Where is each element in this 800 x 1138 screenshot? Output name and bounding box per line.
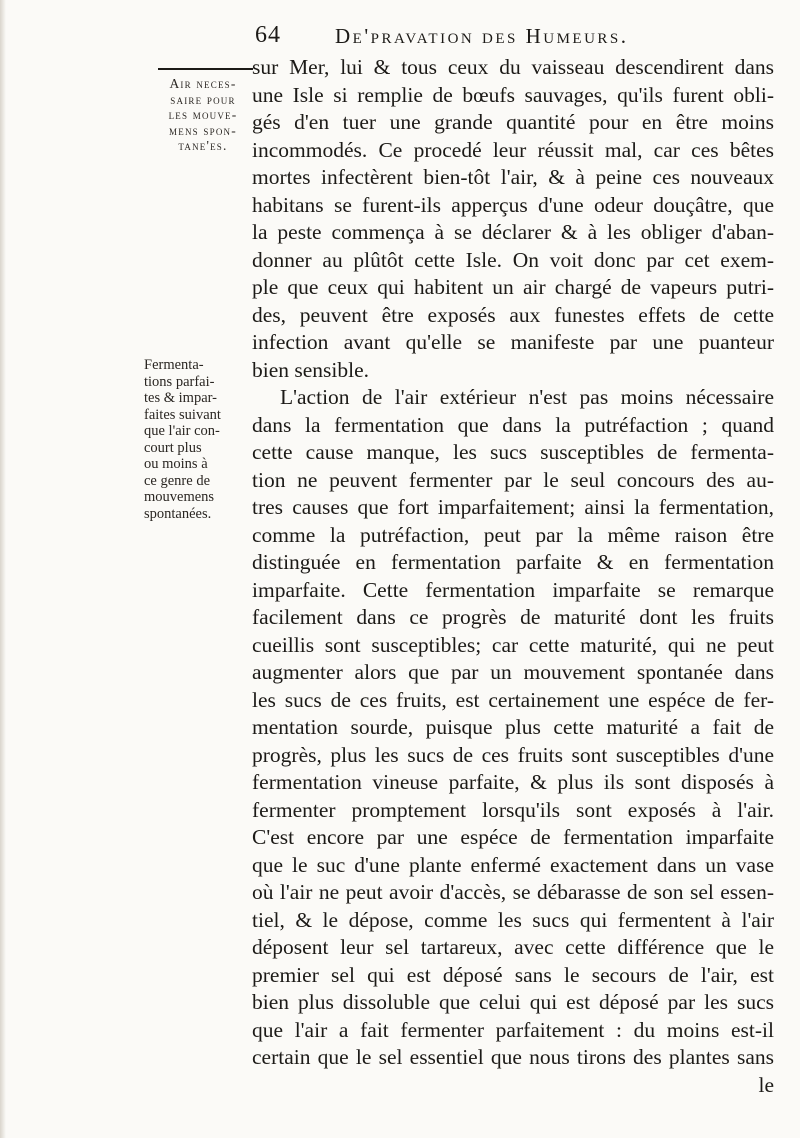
body-line: gés d'en tuer une grande quantité pour en être moins (252, 110, 774, 134)
body-line: sur Mer, lui & tous ceux du vaisseau descendirent dans (252, 55, 774, 79)
body-line: incommodés. Ce procedé leur réussit mal, car ces bêtes (252, 137, 774, 162)
body-line: cette cause manque, les sucs susceptibles de fermenta- (252, 440, 774, 464)
margin-note-line: tions parfai- (144, 373, 215, 390)
body-line: la peste commença à se déclarer & à les obliger d'aban- (252, 220, 774, 244)
body-line: premier sel qui est déposé sans le secours de l'air, est (252, 962, 774, 987)
body-line: fermenter promptement lorsqu'ils sont exposés à l'air. (252, 797, 774, 822)
margin-note-line: mouvemens (144, 489, 215, 505)
body-line: dans la fermentation que dans la putréfaction ; quand (252, 412, 774, 437)
paragraph-start-line: L'action de l'air extérieur n'est pas moins nécessaire (280, 385, 774, 409)
body-line: comme la putréfaction, peut par la même raison être (252, 522, 774, 547)
page-header (255, 22, 775, 56)
margin-note-line: Fermenta- (144, 357, 204, 373)
margin-note-line: tes & impar- (144, 390, 217, 406)
body-line: distinguée en fermentation parfaite & en fermentation (252, 550, 774, 574)
catchword: le (758, 1072, 774, 1097)
body-line: infection avant qu'elle se manifeste par une puanteur (252, 330, 774, 354)
margin-note-line: Air neces- (169, 76, 237, 91)
margin-note-line: court plus (144, 439, 202, 456)
body-line: tres causes que fort imparfaitement; ainsi la fermentation, (252, 495, 774, 519)
margin-note-line: faites suivant (144, 406, 221, 423)
body-line: déposent leur sel tartareux, avec cette différence que le (252, 935, 774, 959)
body-line: habitans se furent-ils apperçus d'une odeur douçâtre, que (252, 192, 774, 217)
margin-note-air (158, 76, 248, 154)
margin-note-line: que l'air con- (144, 423, 220, 439)
page-number: 64 (255, 22, 281, 48)
body-line: que l'air a fait fermenter parfaitement : du moins est-il (252, 1017, 774, 1042)
margin-note-line: ou moins à (144, 456, 208, 472)
body-line: où l'air ne peut avoir d'accès, se débarasse de son sel essen- (252, 880, 774, 904)
body-line: des, peuvent être exposés aux funestes effets de cette (252, 302, 774, 327)
body-line: cueillis sont susceptibles; car cette maturité, qui ne peut (252, 632, 774, 657)
body-line: tiel, & le dépose, comme les sucs qui fermentent à l'air (252, 907, 774, 932)
body-line: donner au plûtôt cette Isle. On voit donc par cet exem- (252, 247, 774, 272)
body-line: fermentation vineuse parfaite, & plus ils sont disposés à (252, 770, 774, 794)
body-text (252, 54, 774, 1099)
running-head: De'pravation des Humeurs. (335, 24, 629, 48)
margin-note-line: saire pour (170, 91, 236, 107)
margin-note-line: ce genre de (144, 472, 211, 489)
margin-note-line: spontanées. (144, 505, 212, 522)
body-line: augmenter alors que par un mouvement spontanée dans (252, 660, 774, 684)
body-line: tion ne peuvent fermenter par le seul concours des au- (252, 467, 774, 492)
body-line: une Isle si remplie de bœufs sauvages, qu'ils furent obli- (252, 82, 774, 107)
body-line: mentation sourde, puisque plus cette maturité a fait de (252, 715, 774, 739)
body-line: certain que le sel essentiel que nous tirons des plantes sans (252, 1045, 774, 1069)
margin-note-fermentations (144, 357, 248, 522)
body-line: que le suc d'une plante enfermé exactement dans un vase (252, 852, 774, 877)
body-line: C'est encore par une espéce de fermentation imparfaite (252, 825, 774, 849)
body-line: progrès, plus les sucs de ces fruits sont susceptibles d'une (252, 742, 774, 767)
body-line: mortes infectèrent bien-tôt l'air, & à peine ces nouveaux (252, 165, 774, 189)
body-line: bien sensible. (252, 357, 370, 382)
margin-rule (158, 68, 253, 70)
margin-note-line: mens spon- (169, 122, 237, 138)
body-line: bien plus dissoluble que celui qui est déposé par les sucs (252, 990, 774, 1014)
margin-note-line: tane'es. (178, 138, 228, 153)
body-line: ple que ceux qui habitent un air chargé de vapeurs putri- (252, 275, 774, 299)
body-line: imparfaite. Cette fermentation imparfaite se remarque (252, 577, 774, 602)
margin-note-line: les mouve- (168, 107, 238, 122)
page-edge-shadow (0, 0, 6, 1138)
body-line: les sucs de ces fruits, est certainement une espéce de fer- (252, 687, 774, 712)
body-line: facilement dans ce progrès de maturité dont les fruits (252, 605, 774, 629)
